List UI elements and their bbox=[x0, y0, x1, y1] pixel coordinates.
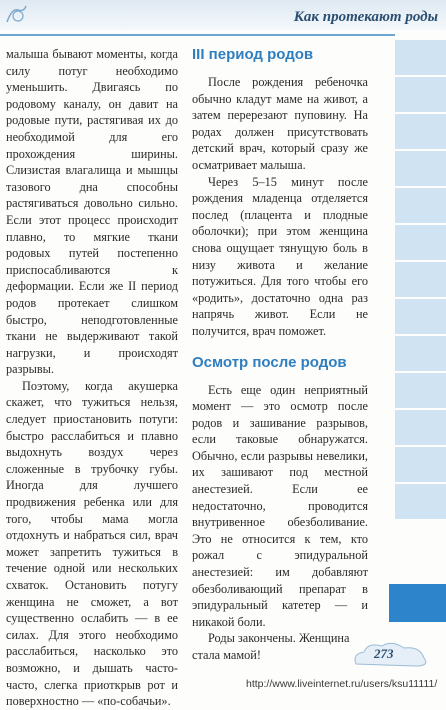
chapter-tab[interactable] bbox=[395, 77, 446, 114]
header-divider bbox=[0, 34, 395, 36]
chapter-tab[interactable] bbox=[395, 410, 446, 447]
page-header-title: Как протекают роды bbox=[293, 9, 438, 25]
chapter-tab-active[interactable] bbox=[389, 584, 446, 624]
body-paragraph: Через 5–15 минут после рождения младенца отделяется послед (плацента и плодные оболочки); при этом женщина снова ощущает тянущую боль в низу живота и желание потужиться. Для того чтобы его «родить», достаточно одна раз напрячь живот. Если не получится, врач поможет. bbox=[192, 174, 368, 338]
section-heading-examination: Осмотр после родов bbox=[192, 353, 347, 371]
chapter-side-tabs bbox=[395, 40, 446, 560]
stork-logo-icon bbox=[4, 2, 30, 26]
body-paragraph: Поэтому, когда акушерка скажет, что тужиться нельзя, следует приостановить потуги: быстро расслабиться и плавно выдохнуть воздух через сложенные в трубочку губы. Иногда для лучшего продвижения ребенка или для того, чтобы мама могла отдохнуть и набраться сил, врач может запретить тужиться в течение одной или нескольких схваток. Остановить потугу женщина не сможет, а вот существенно ослабить — в ее силах. Для этого необходимо расслабиться, насколько это возможно, и дышать часто-часто, слегка приоткрыв рот и поверхностно — «по-собачьи». bbox=[6, 378, 178, 709]
body-paragraph: Роды закончены. Женщина стала мамой! bbox=[192, 631, 350, 662]
chapter-tab[interactable] bbox=[395, 299, 446, 336]
chapter-tab[interactable] bbox=[395, 225, 446, 262]
right-text-column bbox=[192, 46, 368, 664]
chapter-tab[interactable] bbox=[395, 373, 446, 410]
left-text-column bbox=[6, 46, 178, 710]
section-heading-third-stage: III период родов bbox=[192, 46, 314, 63]
body-paragraph: Есть еще один неприятный момент — это осмотр после родов и зашивание разрывов, если таковые обнаружатся. Обычно, если разрывы невелики, их зашивают под местной анестезией. Если ее недостаточно, проводится внутривенное обезболивание. Это не относится к тем, кто рожал с эпидуральной анестезией: им добавляют обезболивающий препарат в эпидуральный катетер — и никакой боли. bbox=[192, 382, 368, 629]
source-watermark: http://www.liveinternet.ru/users/ksu11111/ bbox=[246, 678, 438, 690]
chapter-tab[interactable] bbox=[395, 114, 446, 151]
chapter-tab[interactable] bbox=[395, 151, 446, 188]
chapter-tab[interactable] bbox=[395, 484, 446, 521]
chapter-tab[interactable] bbox=[395, 336, 446, 373]
page-number: 273 bbox=[374, 646, 394, 661]
chapter-tab[interactable] bbox=[395, 447, 446, 484]
body-paragraph: малыша бывают моменты, когда силу потуг необходимо уменьшить. Двигаясь по родовому каналу, он давит на родовые пути, растягивая их до необходимой для его прохождения ширины. Слизистая влагалища и мышцы тазового дна способны растягиваться довольно сильно. Если этот процесс происходит плавно, то мягкие ткани родовых путей постепенно приспосабливаются к деформации. Если же II период родов протекает слишком быстро, неподготовленные ткани не выдерживают такой нагрузки, и происходят разрывы. bbox=[6, 47, 178, 377]
body-paragraph: После рождения ребеночка обычно кладут маме на живот, а затем перерезают пуповину. На родах должен присутствовать детский врач, который сразу же осматривает малыша. bbox=[192, 75, 368, 172]
chapter-tab[interactable] bbox=[395, 188, 446, 225]
chapter-tab[interactable] bbox=[395, 40, 446, 77]
chapter-tab[interactable] bbox=[395, 262, 446, 299]
